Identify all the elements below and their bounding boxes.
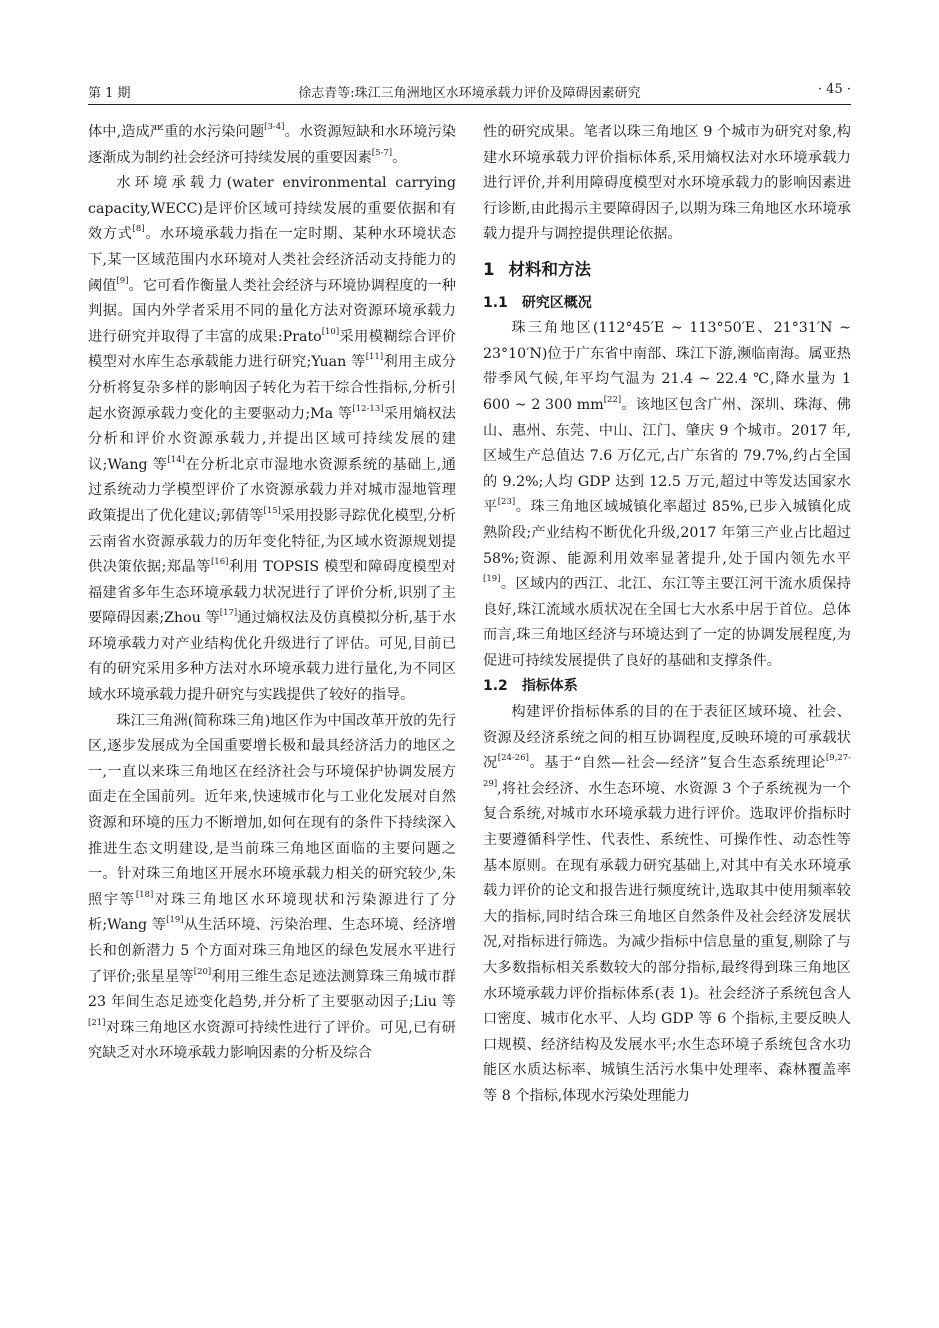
paragraph-text: 对珠三角地区水环境现状和污染源进行了分析;Wang 等 (88, 891, 456, 934)
paragraph-text: 体中,造成严重的水污染问题 (88, 124, 265, 140)
paragraph-text: 利用主成分分析将复杂多样的影响因子转化为若干综合性指标,分析引起水资源承载力变化的主要驱动力;Ma 等 (88, 354, 456, 422)
citation-ref: [15] (263, 505, 281, 516)
heading-text: 指标体系 (521, 678, 578, 695)
citation-ref: [21] (88, 1017, 106, 1028)
paragraph-text: 。 (392, 149, 407, 166)
paragraph-text: 构建评价指标体系的目的在于表征区域环境、社会、资源及经济系统之间的相互协调程度,反映环境的可承载状况 (483, 704, 851, 772)
citation-ref: [9,27-29] (483, 753, 851, 789)
citation-ref: [8] (132, 224, 145, 235)
subsection-heading (483, 291, 851, 317)
running-header (88, 82, 851, 105)
citation-ref: [20] (193, 966, 212, 977)
paragraph-text: 采用模糊综合评价模型对水库生态承载能力进行研究;Yuan 等 (88, 328, 456, 371)
paragraph-text: 通过熵权法及仿真模拟分析,基于水环境承载力对产业结构优化升级进行了评估。可见,目前已有的研究采用多种方法对水环境承载力进行量化,为不同区域水环境承载力提升研究与实践提供了较好的指导。 (88, 610, 457, 704)
paragraph-text: 利用三维生态足迹法测算珠三角城市群 23 年间生态足迹变化趋势,并分析了主要驱动因子;Liu 等 (88, 968, 456, 1011)
paragraph (483, 700, 851, 1110)
page-number: · 45 · (817, 82, 851, 97)
heading-text: 材料和方法 (508, 259, 591, 279)
citation-ref: [12-13] (352, 403, 384, 414)
citation-ref: [5-7] (371, 147, 393, 158)
paragraph-text: 。它可看作衡量人类社会经济与环境协调程度的一种判据。国内外学者采用不同的量化方法对资源环境承载力进行研究并取得了丰富的成果:Prato (88, 277, 456, 345)
citation-ref: [19] (166, 915, 184, 926)
paragraph (88, 120, 456, 171)
citation-ref: [11] (365, 352, 384, 363)
citation-ref: [14] (167, 454, 185, 465)
paragraph (88, 171, 456, 708)
citation-ref: [19] (483, 574, 501, 585)
citation-ref: [23] (497, 497, 516, 508)
paragraph (483, 120, 851, 248)
paragraph-text: 从生活环境、污染治理、生态环境、经济增长和创新潜力 5 个方面对珠三角地区的绿色发展水平进行了评价;张星星等 (88, 917, 456, 985)
paragraph-text: 珠三角地区(112°45′E ~ 113°50′E、21°31′N ~ 23°10′N)位于广东省中南部、珠江下游,濒临南海。属亚热带季风气候,年平均气温为 21.4 ~ 22.4 ℃,降水量为 1 600 ~ 2 300 mm (483, 320, 851, 413)
heading-number: 1.2 (483, 678, 508, 695)
paragraph-text: 。珠三角地区域城镇化率超过 85%,已步入城镇化成熟阶段;产业结构不断优化升级,2017 年第三产业占比超过 58%;资源、能源利用效率显著提升,处于国内领先水平 (483, 499, 851, 567)
issue-label: 第 1 期 (88, 86, 131, 101)
paragraph-text: 对珠三角地区水资源可持续性进行了评价。可见,已有研究缺乏对水环境承载力影响因素的分析及综合 (88, 1019, 456, 1062)
citation-ref: [18] (135, 889, 154, 900)
paragraph (483, 316, 851, 674)
paragraph-text: 水环境承载力(water environmental carrying capacity,WECC)是评价区域可持续发展的重要依据和有效方式 (88, 175, 456, 243)
heading-text: 研究区概况 (521, 294, 592, 311)
citation-ref: [10] (321, 326, 340, 337)
paragraph-text: 珠江三角洲(简称珠三角)地区作为中国改革开放的先行区,逐步发展成为全国重要增长极和最具经济活力的地区之一,一直以来珠三角地区在经济社会与环境保护协调发展方面走在全国前列。近年来,快速城市化与工业化发展对自然资源和环境的压力不断增加,如何在现有的条件下持续深入推进生态文明建设,是当前珠三角地区面临的主要问题之一。针对珠三角地区开展水环境承载力相关的研究较少,朱照宇等 (88, 712, 456, 908)
citation-ref: [3-4] (264, 122, 285, 132)
paragraph-text: 在分析北京市湿地水资源系统的基础上,通过系统动力学模型评价了水资源承载力并对城市湿地管理政策提出了优化建议;郭倩等 (88, 456, 456, 524)
paragraph-text: 。该地区包含广州、深圳、珠海、佛山、惠州、东莞、中山、江门、肇庆 9 个城市。2017 年,区域生产总值达 7.6 万亿元,占广东省的 79.7%,约占全国的 9.2%;人均 GDP 达到 12.5 万元,超过中等发达国家水平 (483, 396, 851, 516)
paragraph-text: 采用投影寻踪优化模型,分析云南省水资源承载力的历年变化特征,为区域水资源规划提供决策依据;郑晶等 (88, 507, 456, 576)
paragraph-text: 性的研究成果。笔者以珠三角地区 9 个城市为研究对象,构建水环境承载力评价指标体系,采用熵权法对水环境承载力进行评价,并利用障碍度模型对水环境承载力的影响因素进行诊断,由此揭示主要障碍因子,以期为珠三角地区水环境承载力提升与调控提供理论依据。 (483, 124, 851, 243)
paragraph-text: 。水资源短缺和水环境污染逐渐成为制约社会经济可持续发展的重要因素 (88, 124, 456, 166)
paragraph (88, 709, 456, 1067)
citation-ref: [9] (116, 275, 129, 286)
citation-ref: [17] (219, 608, 238, 619)
right-column (483, 120, 851, 1110)
subsection-heading (483, 674, 851, 700)
paragraph-text: ,将社会经济、水生态环境、水资源 3 个子系统视为一个复合系统,对城市水环境承载力进行评价。选取评价指标时主要遵循科学性、代表性、系统性、可操作性、动态性等基本原则。在现有承载力研究基础上,对其中有关水环境承载力评价的论文和报告进行频度统计,选取其中使用频率较大的指标,同时结合珠三角地区自然条件及社会经济发展状况,对指标进行筛选。为减少指标中信息量的重复,剔除了与大多数指标相关系数较大的部分指标,最终得到珠三角地区水环境承载力评价指标体系(表 1)。社会经济子系统包含人口密度、城市化水平、人均 GDP 等 6 个指标,主要反映人口规模、经济结构及发展水平;水生态环境子系统包含水功能区水质达标率、城镇生活污水集中处理率、森林覆盖率等 8 个指标,体现水污染处理能力 (483, 780, 851, 1104)
heading-number: 1.1 (483, 294, 508, 311)
citation-ref: [22] (603, 394, 622, 405)
left-column (88, 120, 456, 1067)
citation-ref: [24-26] (497, 753, 529, 764)
citation-ref: [16] (210, 557, 229, 568)
paragraph-text: 。水环境承载力指在一定时期、某种水环境状态下,某一区域范围内水环境对人类社会经济活动支持能力的阈值 (88, 226, 456, 294)
heading-number: 1 (483, 259, 495, 279)
running-title: 徐志青等:珠江三角洲地区水环境承载力评价及障碍因素研究 (298, 86, 641, 101)
paragraph-text: 。基于“自然—社会—经济”复合生态系统理论 (528, 755, 826, 772)
section-heading (483, 257, 851, 283)
paragraph-text: 。区域内的西江、北江、东江等主要江河干流水质保持良好,珠江流域水质状况在全国七大水系中居于首位。总体而言,珠三角地区经济与环境达到了一定的协调发展程度,为促进可持续发展提供了良好的基础和支撑条件。 (483, 576, 851, 669)
paragraph-text: 利用 TOPSIS 模型和障碍度模型对福建省多年生态环境承载力状况进行了评价分析,识别了主要障碍因素;Zhou 等 (88, 559, 456, 627)
paragraph-text: 采用熵权法分析和评价水资源承载力,并提出区域可持续发展的建议;Wang 等 (88, 405, 456, 473)
